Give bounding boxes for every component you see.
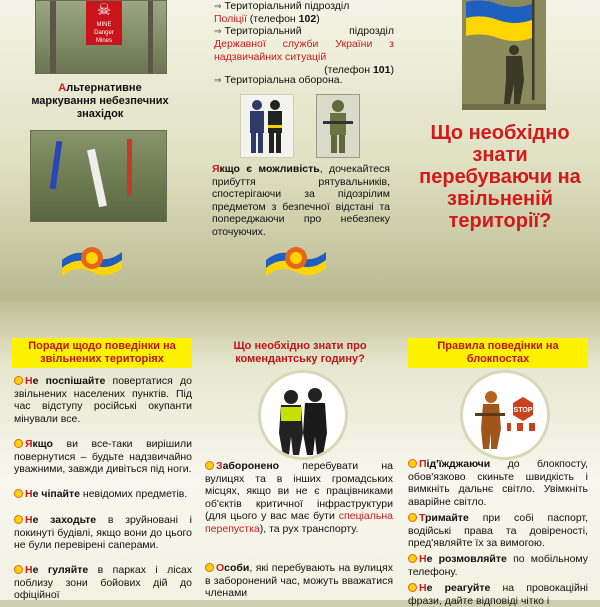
advice-item: Не заходьте в зруйновані і покинуті будівлі, якщо вони до цього не були перевірені саперами.	[14, 514, 192, 552]
bullet-icon	[408, 583, 417, 592]
contact-item-ses: ⇒ Територіальний підрозділ Державної служби України з надзвичайних ситуацій (телефон 101)	[214, 25, 394, 76]
advice-item: Не чіпайте невідомих предметів.	[14, 488, 192, 501]
alternative-marking-photo	[30, 130, 167, 222]
advice-item: Якщо ви все-таки вирішили повернутися – будьте надзвичайно уважними, завжди дивіться під ноги.	[14, 438, 192, 476]
arrow-icon: ⇒	[214, 26, 222, 36]
bullet-icon	[14, 515, 23, 524]
bullet-icon	[14, 565, 23, 574]
tree-trunk	[50, 1, 56, 73]
checkpoint-item: Не реагуйте на провокаційні фрази, дайте відповіді чітко і	[408, 582, 588, 607]
checkpoint-item: Тримайте при собі паспорт, водійські права та довіреності, пред'являйте їх за вимогою.	[408, 512, 588, 550]
skull-icon: ☠	[96, 2, 112, 19]
soldier-image	[316, 94, 360, 158]
advice-item: Не поспішайте повертатися до звільнених населених пунктів. Під час відступу російські окупанти мінували все.	[14, 375, 192, 425]
bullet-icon	[408, 459, 417, 468]
bullet-icon	[408, 513, 417, 522]
blue-ribbon	[50, 141, 63, 189]
ses-emblem-icon	[266, 238, 326, 278]
wait-for-rescuers-text: Якщо є можливість, дочекайтеся прибуття рятувальників, спостерігаючи за підозрілим предметом з безпечної відстані та попереджаючи про небезпеку оточуючих.	[212, 163, 390, 238]
bullet-icon	[408, 554, 417, 563]
white-ribbon	[87, 149, 107, 207]
danger-mines-photo	[35, 0, 167, 74]
rescuers-image	[240, 94, 294, 158]
advice-item: Не гуляйте в парках і лісах поблизу зони бойових дій до офіційної	[14, 564, 192, 602]
red-ribbon	[127, 139, 132, 195]
checkpoint-image	[460, 370, 550, 460]
contact-item-territorial-defense: ⇒ Територіальна оборона.	[214, 74, 343, 86]
danger-mines-sign: ☠ MINE Danger Mines	[86, 1, 122, 45]
alternative-marking-caption: Альтернативне маркування небезпечних знахідок	[31, 82, 169, 120]
contact-item-police: ⇒ Територіальний підрозділ Поліції (телефон 102)	[214, 0, 350, 25]
flag-soldier-image	[462, 0, 546, 110]
patrol-officers-image	[258, 370, 348, 460]
curfew-item: Заборонено перебувати на вулицях та в інших громадських місцях, якщо ви не є працівниками об'єктів критичної інфраструктури (для цього у вас має бути спеціальна перепустка), та рух транспорту.	[205, 460, 393, 535]
bullet-icon	[14, 489, 23, 498]
top-panel-right	[400, 0, 600, 300]
curfew-item: Особи, які перебувають на вулицях в заборонений час, можуть вважатися членами	[205, 562, 393, 600]
top-panel-left	[0, 0, 200, 300]
header-checkpoints: Правила поведінки на блокпостах	[408, 338, 588, 368]
arrow-icon: ⇒	[214, 1, 222, 11]
top-panel-middle	[200, 0, 400, 300]
checkpoint-item: Не розмовляйте по мобільному телефону.	[408, 553, 589, 578]
bullet-icon	[14, 376, 23, 385]
stop-sign-label: STOP	[513, 407, 533, 414]
bullet-icon	[205, 563, 214, 572]
checkpoint-item: Під'їжджаючи до блокпосту, обов'язково скиньте швидкість і вимкніть дальнє світло. Увімкніть аварійне світло.	[408, 458, 588, 508]
ses-emblem-icon	[62, 238, 122, 278]
main-title: Що необхідно знати перебуваючи на звільненій території?	[419, 122, 581, 232]
header-liberated-territories: Поради щодо поведінки на звільнених територіях	[12, 338, 192, 368]
bullet-icon	[14, 439, 23, 448]
arrow-icon: ⇒	[214, 75, 222, 85]
header-curfew: Що необхідно знати про комендантську годину?	[233, 340, 367, 365]
tree-trunk	[148, 1, 153, 73]
bullet-icon	[205, 461, 214, 470]
